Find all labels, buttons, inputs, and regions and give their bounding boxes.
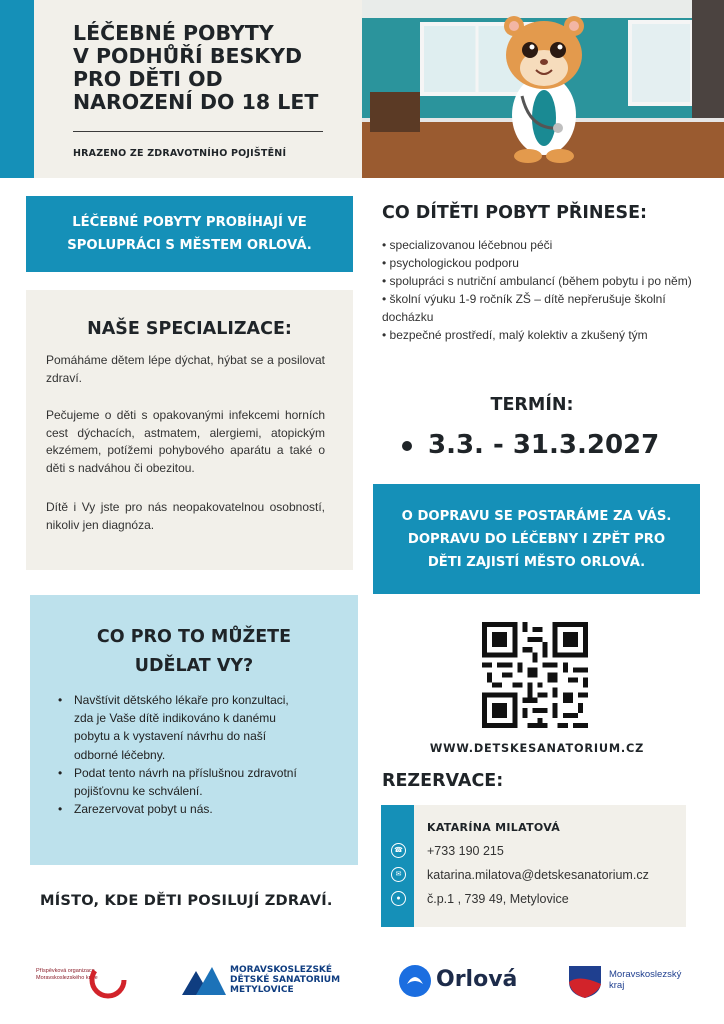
moravian-silesian-region-logo — [565, 960, 695, 1000]
list-item: • specializovanou léčebnou péči — [382, 238, 553, 252]
list-item: • Podat tento návrh na příslušnou zdravotní pojišťovnu ke schválení. — [58, 764, 308, 800]
action-title: CO PRO TO MŮŽETE UDĚLAT VY? — [96, 627, 292, 676]
website-link[interactable]: WWW.DETSKESANATORIUM.CZ — [429, 742, 645, 755]
motto: MÍSTO, KDE DĚTI POSILUJÍ ZDRAVÍ. — [40, 892, 333, 909]
specialization-paragraph: Pečujeme o děti s opakovanými infekcemi horních cest dýchacích, astmatem, alergiemi, atopickým ekzémem, potížemi pohybového aparátu a také o děti s nadváhou či obezitou. — [46, 408, 325, 475]
sanatorium-logo — [182, 963, 352, 997]
region-emblem-icon — [565, 960, 605, 1000]
location-icon: ● — [391, 891, 406, 906]
term-dates: 3.3. - 31.3.2027 — [428, 430, 660, 460]
orlova-emblem-icon — [398, 964, 432, 998]
phone-icon: ☎ — [391, 843, 406, 858]
ring-logo-icon — [88, 960, 128, 1000]
action-list — [58, 691, 308, 818]
list-item: • Zarezervovat pobyt u nás. — [58, 800, 308, 818]
sanatorium-logo-text: MORAVSKOSLEZSKÉ DĚTSKÉ SANATORIUM METYLOVICE — [230, 965, 341, 995]
specialization-paragraph: Pomáháme dětem lépe dýchat, hýbat se a posilovat zdraví. — [46, 353, 325, 385]
list-item: • bezpečné prostředí, malý kolektiv a zkušený tým — [382, 328, 648, 342]
orlova-logo-text: Orlová — [436, 967, 518, 992]
specialization-title: NAŠE SPECIALIZACE: — [87, 319, 292, 339]
page-title: LÉČEBNÉ POBYTY V PODHŮŘÍ BESKYD PRO DĚTI OD NAROZENÍ DO 18 LET — [73, 21, 319, 114]
region-organization-logo — [36, 960, 131, 1000]
page-subtitle: HRAZENO ZE ZDRAVOTNÍHO POJIŠTĚNÍ — [73, 148, 287, 159]
qr-code-icon — [482, 622, 588, 728]
list-item: • Navštívit dětského lékaře pro konzultaci, zda je Vaše dítě indikováno k danému pobytu a k vystavení návrhu do naší odborné léčebny. — [58, 691, 308, 764]
specialization-panel — [26, 290, 353, 570]
term-title: TERMÍN: — [490, 395, 574, 415]
header-accent-strip — [0, 0, 34, 178]
logo-caption: Příspěvková organizace Moravskoslezského kraje — [36, 968, 98, 981]
title-divider — [73, 131, 323, 132]
benefits-list — [382, 236, 700, 344]
list-item: • školní výuku 1-9 ročník ZŠ – dítě nepřerušuje školní docházku — [382, 292, 666, 324]
reservation-accent — [381, 805, 414, 927]
list-item: • spolupráci s nutriční ambulancí (během pobytu i po něm) — [382, 274, 692, 288]
contact-address: č.p.1 , 739 49, Metylovice — [427, 892, 569, 906]
contact-email[interactable]: katarina.milatova@detskesanatorium.cz — [427, 868, 649, 882]
mail-icon: ✉ — [391, 867, 406, 882]
transport-banner: O DOPRAVU SE POSTARÁME ZA VÁS. DOPRAVU DO LÉČEBNY I ZPĚT PRO DĚTI ZAJISTÍ MĚSTO ORLOVÁ. — [373, 484, 700, 594]
mountain-logo-icon — [182, 965, 226, 995]
bullet-icon — [402, 441, 412, 451]
benefits-title: CO DÍTĚTI POBYT PŘINESE: — [382, 203, 648, 223]
action-panel — [30, 595, 358, 865]
contact-phone[interactable]: +733 190 215 — [427, 844, 504, 858]
orlova-logo — [398, 962, 523, 1000]
region-logo-text: Moravskoslezský kraj — [609, 969, 682, 991]
contact-name: KATARÍNA MILATOVÁ — [427, 821, 561, 834]
reservation-title: REZERVACE: — [382, 771, 504, 791]
hamster-doctor-photo — [362, 0, 724, 178]
cooperation-banner: LÉČEBNÉ POBYTY PROBÍHAJÍ VE SPOLUPRÁCI S MĚSTEM ORLOVÁ. — [26, 196, 353, 272]
specialization-paragraph: Dítě i Vy jste pro nás neopakovatelnou osobností, nikoliv jen diagnóza. — [46, 500, 325, 532]
list-item: • psychologickou podporu — [382, 256, 519, 270]
